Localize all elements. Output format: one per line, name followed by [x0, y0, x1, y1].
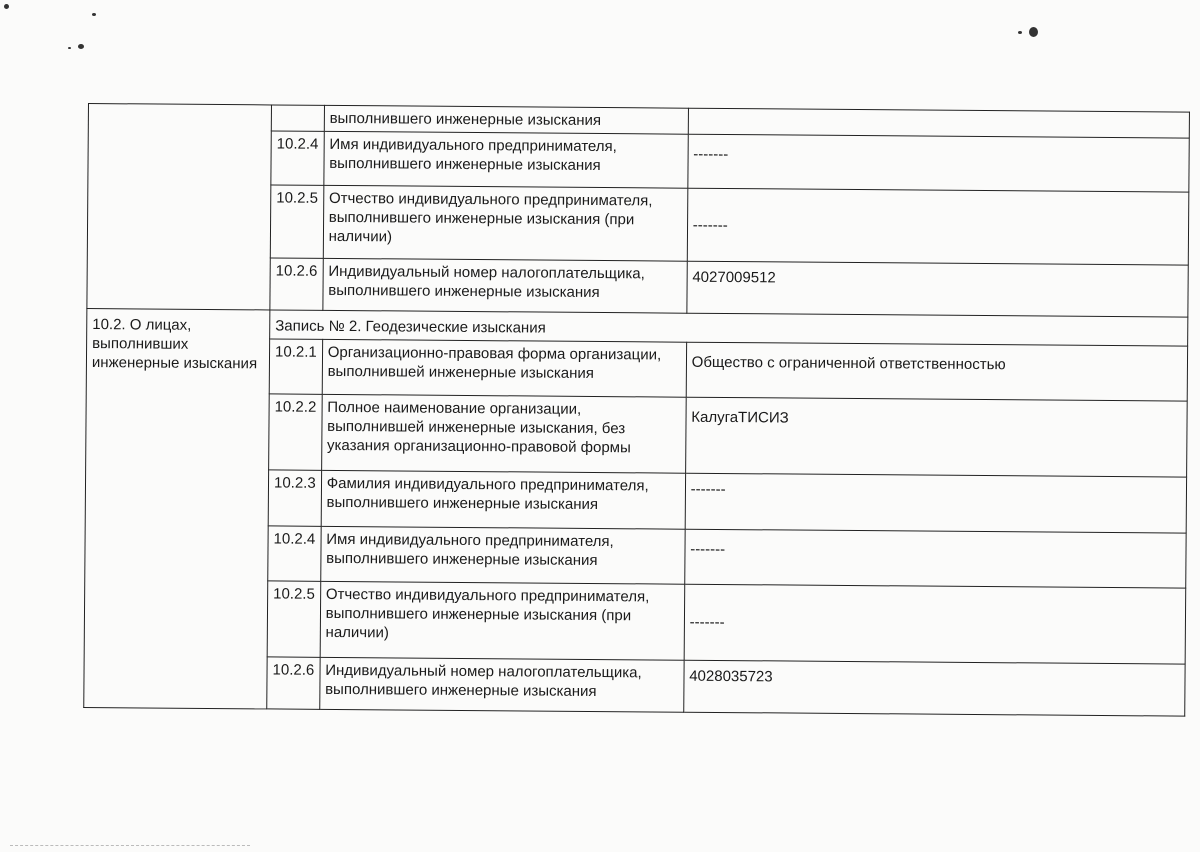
record-title: Запись № 2. Геодезические изыскания [270, 310, 1188, 346]
field-value: ------- [687, 188, 1189, 265]
field-name: выполнившего инженерные изыскания [324, 105, 688, 134]
field-name: Фамилия индивидуального предпринимателя, выполнившего инженерные изыскания [321, 470, 685, 529]
row-number: 10.2.3 [268, 470, 321, 526]
field-value: ------- [684, 529, 1186, 588]
scan-speck [68, 47, 71, 49]
field-name: Имя индивидуального предпринимателя, выполнившего инженерные изыскания [320, 526, 684, 584]
engineering-surveys-table [83, 103, 1190, 717]
row-number: 10.2.2 [269, 394, 322, 470]
row-number: 10.2.6 [270, 258, 323, 310]
section-label: 10.2. О лицах, выполнивших инженерные изыскания [84, 308, 270, 708]
field-value: ------- [684, 584, 1186, 664]
field-value: ------- [688, 134, 1190, 192]
section-cell-empty [87, 104, 272, 310]
field-name: Отчество индивидуального предпринимателя, выполнившего инженерные изыскания (при наличии) [320, 581, 685, 660]
field-name: Отчество индивидуального предпринимателя, выполнившего инженерные изыскания (при наличии) [323, 185, 688, 261]
field-value: КалугаТИСИЗ [685, 397, 1187, 477]
field-name: Индивидуальный номер налогоплательщика, выполнившего инженерные изыскания [319, 657, 683, 712]
row-number: 10.2.5 [270, 185, 323, 258]
field-name: Организационно-правовая форма организации, выполнившей инженерные изыскания [322, 339, 686, 397]
field-name: Индивидуальный номер налогоплательщика, выполнившего инженерные изыскания [323, 258, 687, 313]
scan-speck [4, 4, 9, 9]
field-value: ------- [685, 473, 1187, 533]
row-number: 10.2.1 [269, 339, 322, 394]
row-number: 10.2.4 [268, 526, 321, 581]
field-value: 4028035723 [683, 660, 1185, 716]
row-number: 10.2.4 [271, 131, 324, 185]
row-number [271, 105, 324, 131]
field-value [688, 108, 1189, 138]
field-name: Имя индивидуального предпринимателя, выполнившего инженерные изыскания [324, 131, 688, 188]
scan-speck [78, 44, 84, 49]
row-number: 10.2.6 [267, 657, 320, 709]
field-value: 4027009512 [687, 261, 1189, 317]
field-value: Общество с ограниченной ответственностью [686, 342, 1188, 401]
scan-speck [1029, 27, 1038, 37]
row-number: 10.2.5 [267, 581, 320, 657]
scan-speck [1018, 31, 1022, 34]
scan-speck [92, 13, 96, 16]
field-name: Полное наименование организации, выполнившей инженерные изыскания, без указания организационно-правовой формы [321, 394, 686, 473]
scan-edge-line [10, 845, 250, 847]
